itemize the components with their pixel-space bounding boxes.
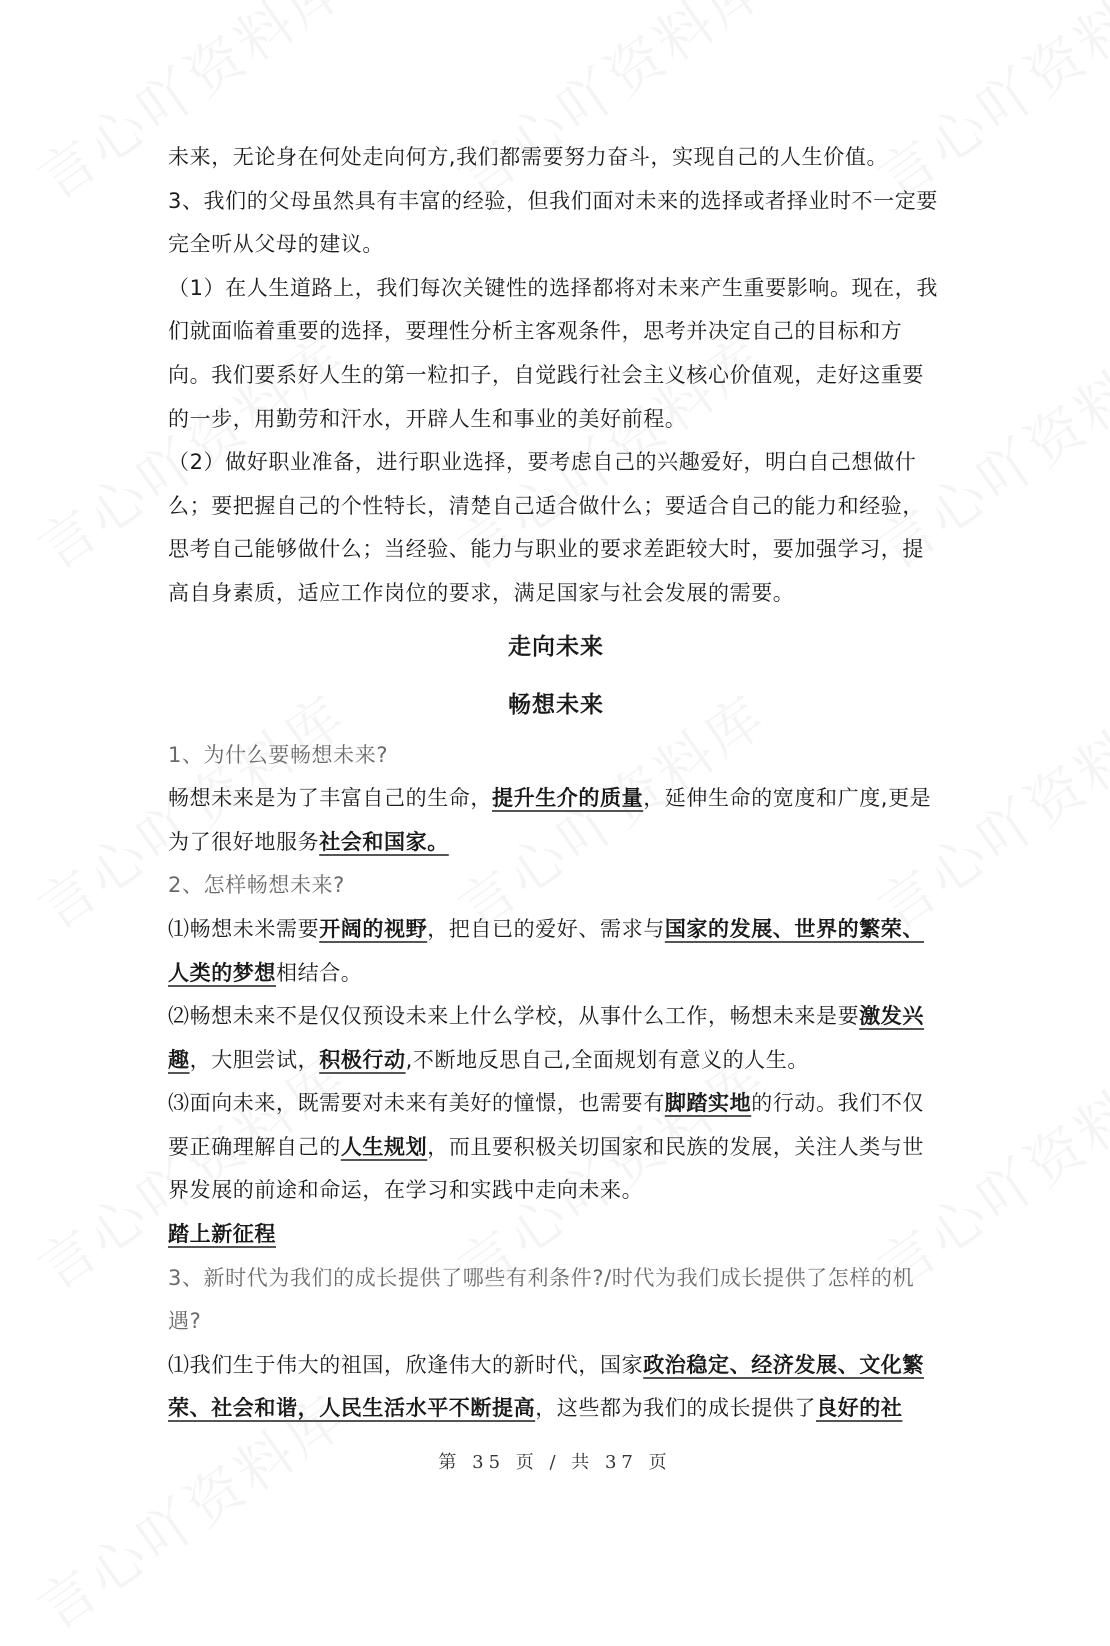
key-point: 社会和国家。 (319, 829, 449, 854)
answer-1 (168, 777, 944, 864)
answer-2-1 (168, 908, 944, 995)
text: 的行动。我们不仅要正确理解自己的 (168, 1091, 925, 1159)
page-footer: 第 35 页 / 共 37 页 (438, 1452, 672, 1473)
text: 畅想未来是为了丰富自己的生命， (168, 786, 492, 811)
key-point: 积极行动 (319, 1047, 406, 1072)
document-page (168, 136, 944, 1431)
section-title (168, 1213, 944, 1257)
key-point: 国家的发展、世界的繁荣、人类的梦想 (168, 916, 925, 985)
text: ⑶面向未来，既需要对未来有美好的憧憬，也需要有 (168, 1091, 665, 1116)
key-point: 提升生介的质量 (492, 786, 644, 811)
heading-chapter: 走向未来 (508, 633, 604, 660)
text: ，这些都为我们的成长提供了 (535, 1396, 817, 1421)
paragraph-sub-1: （1）在人生道路上，我们每次关键性的选择都将对未来产生重要影响。现在，我们就面临着重要的选择，要理性分析主客观条件，思考并决定自己的目标和方向。我们要系好人生的第一粒扣子，自觉践行社会主义核心价值观，走好这重要的一步，用勤劳和汗水，开辟人生和事业的美好前程。 (168, 275, 938, 431)
paragraph-sub-2: （2）做好职业准备，进行职业选择，要考虑自己的兴趣爱好，明白自己想做什么；要把握自己的个性特长，清楚自己适合做什么；要适合自己的能力和经验，思考自己能够做什么；当经验、能力与职业的要求差距较大时，要加强学习，提高自身素质，适应工作岗位的要求，满足国家与社会发展的需要。 (168, 450, 924, 605)
key-point: 人生规划 (340, 1134, 428, 1159)
key-point: 激发兴趣 (168, 1004, 925, 1072)
key-point: 脚踏实地 (664, 1091, 752, 1116)
text: ⑴畅想未米需要 (168, 916, 320, 941)
question-2: 2、怎样畅想未来? (168, 873, 345, 898)
key-point: 良好的社 (816, 1396, 903, 1421)
answer-3-1 (168, 1344, 944, 1431)
answer-2-2 (168, 995, 944, 1082)
text: ，把自已的爱好、需求与 (427, 916, 665, 941)
question-3: 3、新时代为我们的成长提供了哪些有利条件?/时代为我们成长提供了怎样的机遇? (168, 1265, 915, 1334)
section-title-text: 踏上新征程 (168, 1222, 276, 1247)
text: ，延伸生命的宽度和广度,更是为了很好地服务 (168, 786, 932, 854)
heading-section: 畅想未来 (508, 691, 604, 718)
text: ⑵畅想未来不是仅仅预设未来上什么学校，从事什么工作，畅想未来是要 (168, 1004, 860, 1029)
text: ⑴我们生于伟大的祖国，欣逢伟大的新时代，国家 (168, 1352, 644, 1377)
text: 相结合。 (276, 960, 363, 985)
text: ，而且要积极关切国家和民族的发展，关注人类与世界发展的前途和命运，在学习和实践中走向未来。 (168, 1134, 925, 1203)
text: ，大胆尝试， (189, 1047, 320, 1072)
text: ,不断地反思自己,全面规划有意义的人生。 (405, 1047, 809, 1072)
paragraph-point-3: 3、我们的父母虽然具有丰富的经验，但我们面对未来的选择或者择业时不一定要完全听从父母的建议。 (168, 188, 938, 257)
key-point: 政治稳定、经济发展、文化繁荣、社会和谐，人民生活水平不断提高 (168, 1352, 925, 1421)
paragraph-continuation: 未来，无论身在何处走向何方,我们都需要努力奋斗，实现自己的人生价值。 (168, 145, 889, 169)
question-1: 1、为什么要畅想未来? (168, 742, 389, 767)
key-point: 开阔的视野 (319, 916, 428, 941)
answer-2-3 (168, 1082, 944, 1213)
